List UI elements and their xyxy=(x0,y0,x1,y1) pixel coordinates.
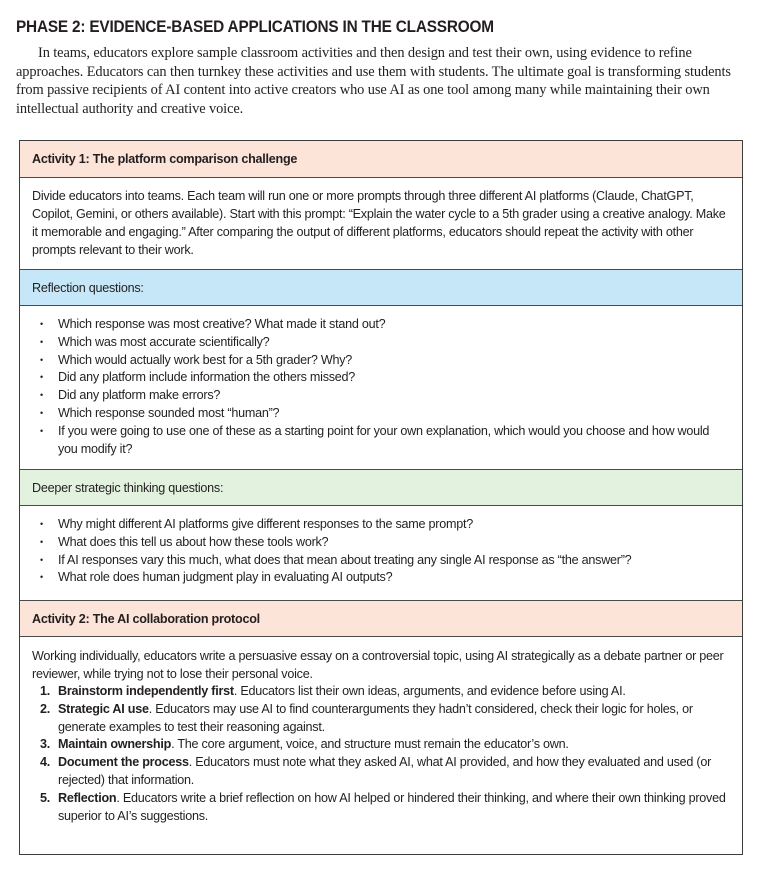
step-number: 4. xyxy=(40,755,51,770)
activity1-heading: Activity 1: The platform comparison challenge xyxy=(32,152,298,166)
list-item: • Which would actually work best for a 5th grader? Why? xyxy=(32,352,730,370)
step-title: Strategic AI use xyxy=(58,701,149,716)
activity2-description: Working individually, educators write a persuasive essay on a controversial topic, using AI strategically as a debate partner or peer reviewer, while trying not to lose their personal voice. xyxy=(32,649,724,681)
activity2-body xyxy=(20,637,742,854)
deeper-question-list xyxy=(32,516,730,587)
step-text: . Educators list their own ideas, arguments, and evidence before using AI. xyxy=(233,684,626,698)
protocol-step xyxy=(32,683,730,701)
activities-table xyxy=(19,140,743,855)
reflection-heading: Reflection questions: xyxy=(32,280,144,295)
protocol-steps-list xyxy=(32,683,730,825)
protocol-step xyxy=(32,754,730,790)
list-item: • If AI responses vary this much, what does that mean about treating any single AI response as “the answer”? xyxy=(32,552,730,570)
list-item: • Why might different AI platforms give different responses to the same prompt? xyxy=(32,516,730,534)
step-title: Document the process xyxy=(58,755,189,770)
deeper-body xyxy=(20,506,742,601)
list-item: • What does this tell us about how these tools work? xyxy=(32,534,730,552)
step-title: Reflection xyxy=(58,790,117,805)
step-number: 1. xyxy=(40,684,51,698)
step-text: . Educators must note what they asked AI, what AI provided, and how they evaluated and used (or rejected) that information. xyxy=(58,755,712,787)
step-number: 2. xyxy=(40,701,51,716)
activity2-header xyxy=(20,601,742,637)
step-title: Maintain ownership xyxy=(58,737,172,752)
step-number: 3. xyxy=(40,737,51,752)
step-title: Brainstorm independently first xyxy=(58,684,234,698)
activity1-description: Divide educators into teams. Each team will run one or more prompts through three different AI platforms (Claude, ChatGPT, Copilot, Gemini, or others available). Start with this prompt: “Explain the water cycle to a 5th grader using a creative analogy. Make it memorable and engaging.” After comparing the output of different platforms, educators should repeat the activity with other prompts relevant to their work. xyxy=(32,189,726,257)
list-item: • What role does human judgment play in evaluating AI outputs? xyxy=(32,569,730,587)
list-item: • Did any platform make errors? xyxy=(32,387,730,405)
intro-paragraph: In teams, educators explore sample classroom activities and then design and test their own, using evidence to refine approaches. Educators can then turnkey these activities and use them with students. The ultimate goal is transforming students from passive recipients of AI content into active creators who use AI as one tool among many while maintaining their own intellectual authority and creative voice. xyxy=(16,45,731,117)
step-text: . Educators may use AI to find counterarguments they hadn’t considered, check their logic for holes, or generate examples to test their reasoning against. xyxy=(58,701,693,734)
deeper-heading: Deeper strategic thinking questions: xyxy=(32,480,224,495)
list-item: • Which was most accurate scientifically? xyxy=(32,334,730,352)
list-item: • If you were going to use one of these as a starting point for your own explanation, which would you choose and how would you modify it? xyxy=(32,423,730,459)
page-title: PHASE 2: EVIDENCE-BASED APPLICATIONS IN THE CLASSROOM xyxy=(16,18,494,36)
step-number: 5. xyxy=(40,790,51,805)
deeper-header xyxy=(20,470,742,506)
protocol-step xyxy=(32,790,730,826)
step-text: . The core argument, voice, and structure must remain the educator’s own. xyxy=(171,737,569,752)
list-item: • Which response was most creative? What made it stand out? xyxy=(32,316,730,334)
protocol-step xyxy=(32,736,730,754)
activity1-body xyxy=(20,178,742,270)
reflection-header xyxy=(20,270,742,306)
list-item: • Did any platform include information the others missed? xyxy=(32,369,730,387)
step-text: . Educators write a brief reflection on how AI helped or hindered their thinking, and where their own thinking proved superior to AI’s suggestions. xyxy=(58,790,726,823)
activity2-heading: Activity 2: The AI collaboration protocol xyxy=(32,611,260,626)
protocol-step xyxy=(32,701,730,737)
list-item: • Which response sounded most “human”? xyxy=(32,405,730,423)
activity1-header xyxy=(20,141,742,178)
reflection-body xyxy=(20,306,742,470)
reflection-question-list xyxy=(32,316,730,458)
